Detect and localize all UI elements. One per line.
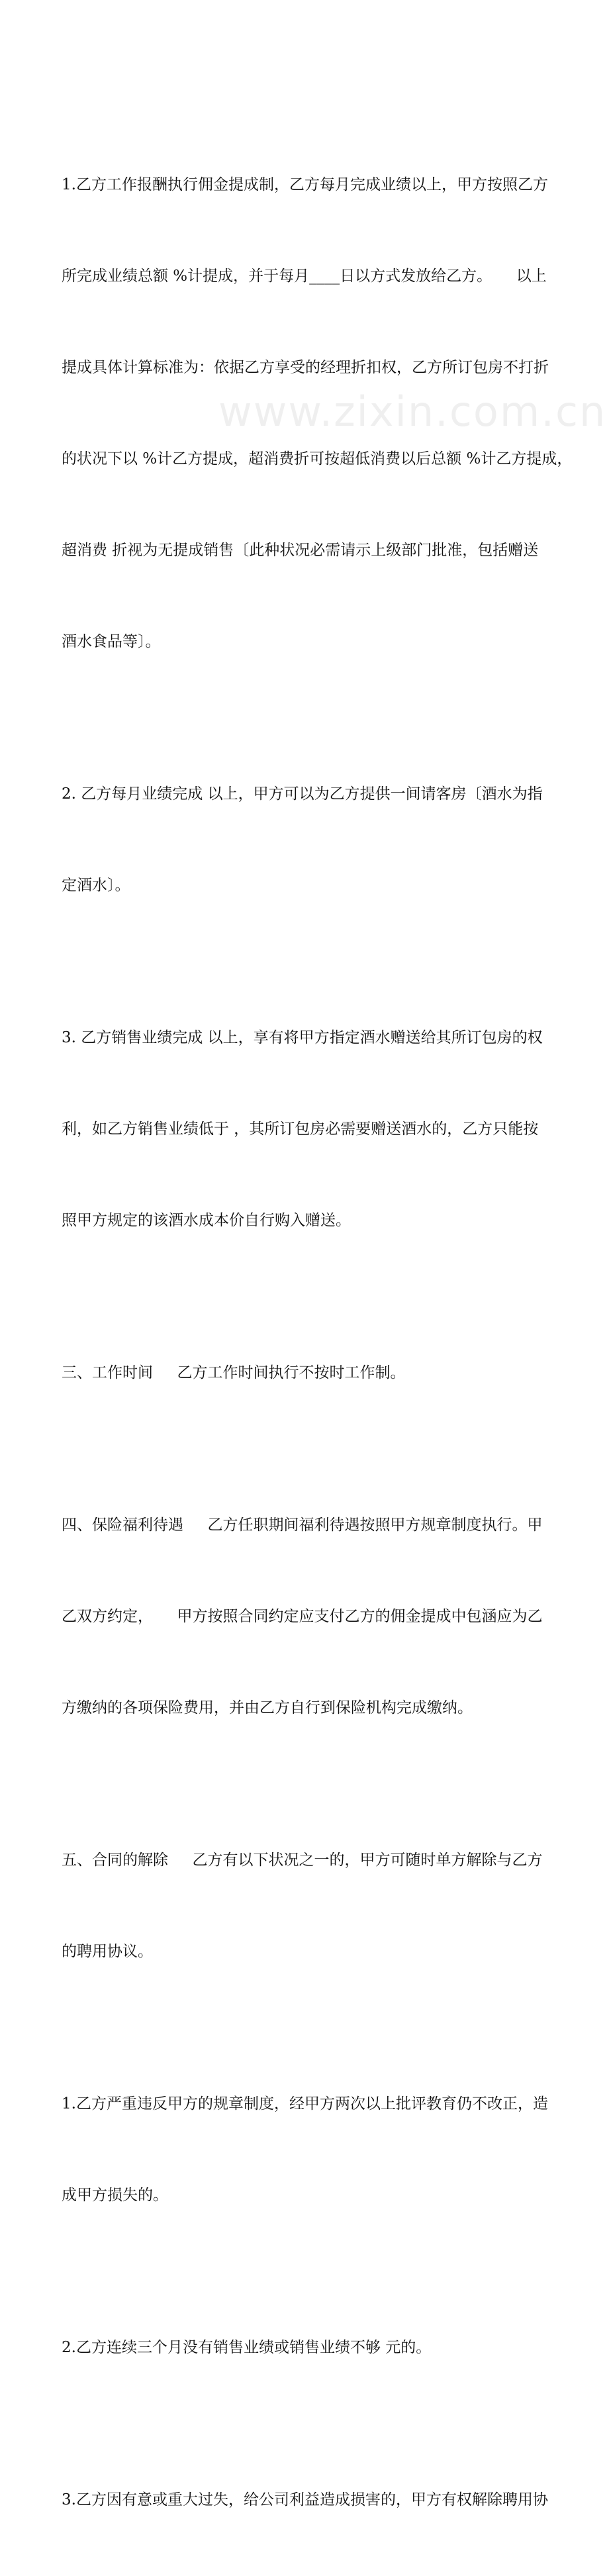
text-line: 利，如乙方销售业绩低于 ，其所订包房必需要赠送酒水的，乙方只能按 xyxy=(62,1120,539,1138)
text-line: 2.乙方连续三个月没有销售业绩或销售业绩不够 元的。 xyxy=(62,2339,432,2356)
paragraph-guest-room xyxy=(62,718,551,962)
text-line: 四、保险福利待遇 乙方任职期间福利待遇按照甲方规章制度执行。甲 xyxy=(62,1516,543,1534)
text-line: 方缴纳的各项保险费用，并由乙方自行到保险机构完成缴纳。 xyxy=(62,1699,473,1716)
text-line: 酒水食品等〕。 xyxy=(62,633,161,650)
termination-item-3 xyxy=(62,2424,551,2576)
text-line: 3.乙方因有意或重大过失，给公司利益造成损害的，甲方有权解除聘用协 xyxy=(62,2491,548,2508)
text-line: 2. 乙方每月业绩完成 以上，甲方可以为乙方提供一间请客房〔酒水为指 xyxy=(62,785,543,803)
text-line: 乙双方约定， 甲方按照合同约定应支付乙方的佣金提成中包涵应为乙 xyxy=(62,1608,543,1625)
text-line: 提成具体计算标准为：依据乙方享受的经理折扣权，乙方所订包房不打折 xyxy=(62,359,549,376)
section-work-time xyxy=(62,1297,551,1449)
paragraph-wine-gift xyxy=(62,962,551,1297)
text-line: 1.乙方工作报酬执行佣金提成制，乙方每月完成业绩以上，甲方按照乙方 xyxy=(62,176,548,193)
text-line: 五、合同的解除 乙方有以下状况之一的，甲方可随时单方解除与乙方 xyxy=(62,1852,543,1869)
text-line: 1.乙方严重违反甲方的规章制度，经甲方两次以上批评教育仍不改正，造 xyxy=(62,2095,548,2112)
text-line: 照甲方规定的该酒水成本价自行购入赠送。 xyxy=(62,1212,351,1229)
document-body xyxy=(62,109,573,2576)
termination-item-2 xyxy=(62,2271,551,2424)
text-line: 的聘用协议。 xyxy=(62,1943,153,1960)
section-insurance-benefits xyxy=(62,1449,551,1784)
text-line: 定酒水〕。 xyxy=(62,877,130,894)
text-line: 3. 乙方销售业绩完成 以上，享有将甲方指定酒水赠送给其所订包房的权 xyxy=(62,1029,543,1046)
text-line: 所完成业绩总额 %计提成，并于每月____日以方式发放给乙方。 以上 xyxy=(62,268,547,285)
text-line: 超消费 折视为无提成销售〔此种状况必需请示上级部门批准，包括赠送 xyxy=(62,542,539,559)
text-line: 的状况下以 %计乙方提成，超消费折可按超低消费以后总额 %计乙方提成， xyxy=(62,450,573,468)
text-line: 三、工作时间 乙方工作时间执行不按时工作制。 xyxy=(62,1364,406,1381)
paragraph-commission xyxy=(62,109,573,718)
section-contract-termination xyxy=(62,1784,551,2028)
text-line: 成甲方损失的。 xyxy=(62,2187,168,2204)
watermark: www.zixin.com.cn xyxy=(218,387,607,436)
termination-item-1 xyxy=(62,2028,551,2271)
